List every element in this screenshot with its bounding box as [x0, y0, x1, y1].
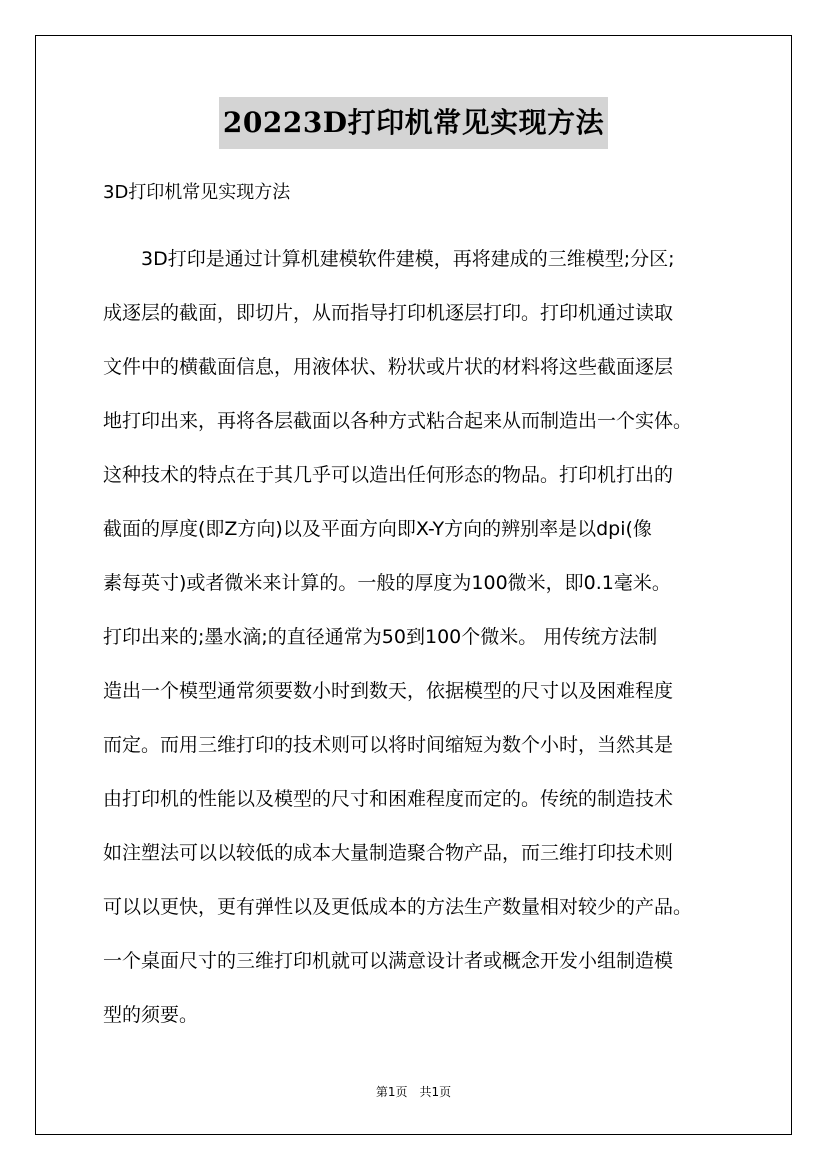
body-line: 由打印机的性能以及模型的尺寸和困难程度而定的。传统的制造技术 [103, 788, 674, 810]
page-total: 共1页 [419, 1085, 452, 1099]
body-line: 截面的厚度(即Z方向)以及平面方向即X-Y方向的辨别率是以dpi(像 [103, 518, 652, 540]
document-title: 20223D打印机常见实现方法 [219, 97, 608, 149]
body-line: 这种技术的特点在于其几乎可以造出任何形态的物品。打印机打出的 [103, 464, 674, 486]
document-body [103, 232, 743, 1042]
page-footer [0, 1082, 827, 1102]
body-line: 如注塑法可以以较低的成本大量制造聚合物产品，而三维打印技术则 [103, 842, 674, 864]
body-line: 可以以更快，更有弹性以及更低成本的方法生产数量相对较少的产品。 [103, 896, 693, 918]
document-subtitle: 3D打印机常见实现方法 [103, 182, 291, 203]
body-line: 型的须要。 [103, 1004, 199, 1026]
body-line: 素每英寸)或者微米来计算的。一般的厚度为100微米，即0.1毫米。 [103, 572, 671, 594]
body-line: 一个桌面尺寸的三维打印机就可以满意设计者或概念开发小组制造模 [103, 950, 674, 972]
body-line: 3D打印是通过计算机建模软件建模，再将建成的三维模型;分区; [141, 248, 675, 270]
body-line: 造出一个模型通常须要数小时到数天，依据模型的尺寸以及困难程度 [103, 680, 674, 702]
body-line: 成逐层的截面，即切片，从而指导打印机逐层打印。打印机通过读取 [103, 302, 674, 324]
body-line: 文件中的横截面信息，用液体状、粉状或片状的材料将这些截面逐层 [103, 356, 674, 378]
body-line: 而定。而用三维打印的技术则可以将时间缩短为数个小时，当然其是 [103, 734, 674, 756]
title-container [0, 97, 827, 149]
page-number: 第1页 [375, 1085, 408, 1099]
body-line: 打印出来的;墨水滴;的直径通常为50到100个微米。 用传统方法制 [103, 626, 658, 648]
body-line: 地打印出来，再将各层截面以各种方式粘合起来从而制造出一个实体。 [103, 410, 693, 432]
